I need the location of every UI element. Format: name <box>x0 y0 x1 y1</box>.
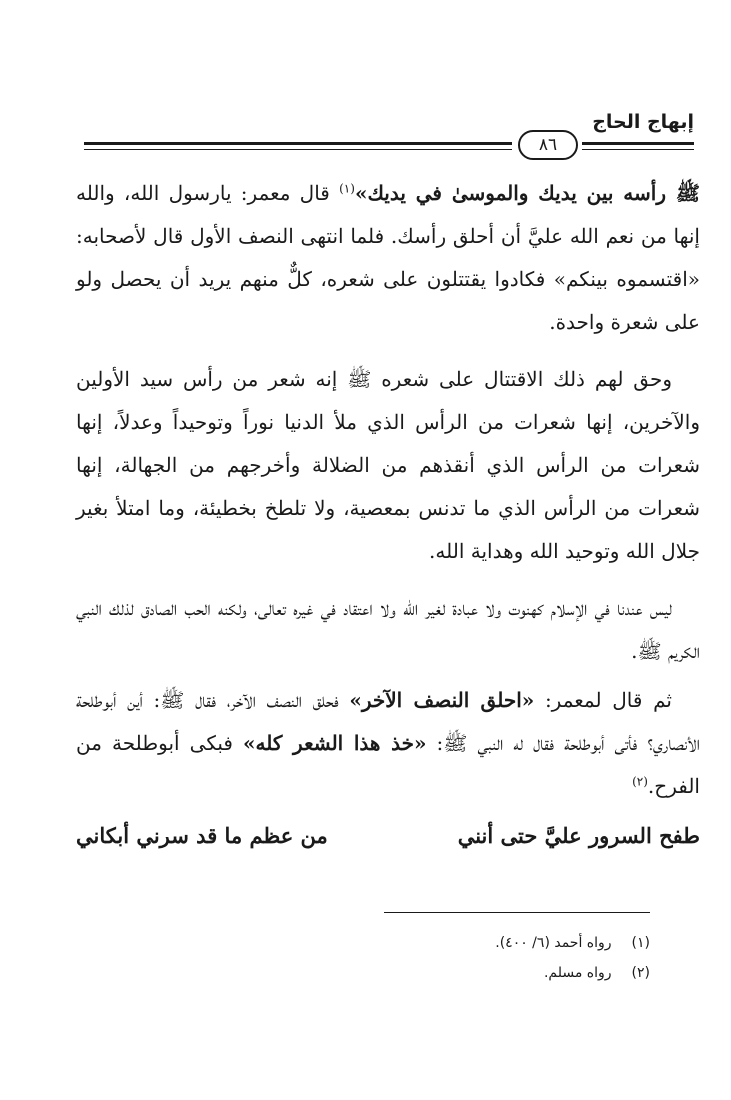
paragraph-1 <box>76 172 700 344</box>
paragraph-text: فحلق النصف الآخر، فقال ﷺ: أين أبوطلحة الأنصاري؟ فأتى أبوطلحة فقال له النبي ﷺ: <box>76 688 700 755</box>
footnote-2 <box>300 958 650 988</box>
page-number: ٨٦ <box>518 130 578 160</box>
footnote-number: (٢) <box>631 965 650 981</box>
footnote-1 <box>300 928 650 958</box>
main-text <box>76 172 700 856</box>
paragraph-3: ليس عندنا في الإسلام كهنوت ولا عبادة لغير الله ولا اعتقاد في غيره تعالى، ولكنه الحب الصادق لذلك النبي الكريم ﷺ. <box>76 596 700 663</box>
verse-first-hemistich: طفح السرور عليَّ حتى أنني <box>457 823 700 848</box>
paragraph-4 <box>76 679 700 808</box>
bold-quote: «خذ هذا الشعر كله» <box>243 731 427 755</box>
poetry-verse <box>76 816 700 856</box>
page-number-frame <box>512 128 582 160</box>
page-header <box>84 108 694 154</box>
paragraph-text: ثم قال لمعمر: <box>534 688 672 712</box>
bold-quote: «احلق النصف الآخر» <box>349 688 535 712</box>
running-title: إبهاج الحاج <box>592 111 694 133</box>
footnote-ref-2[interactable]: (٢) <box>632 774 648 789</box>
footnote-number: (١) <box>631 935 650 951</box>
header-rule-thick <box>84 142 694 145</box>
footnote-text: رواه مسلم. <box>543 965 612 981</box>
paragraph-text: قال معمر: يارسول الله، والله إنها من نعم الله عليَّ أن أحلق رأسك. فلما انتهى النصف الأول قال لأصحابه: «اقتسموه بينكم» فكادوا يقتتلون على شعره، كلٌّ منهم يريد أن يحصل ولو على شعرة واحدة. <box>76 181 700 334</box>
header-rule-thin <box>84 149 694 150</box>
footnote-separator <box>384 912 650 913</box>
bold-quote: ﷺ رأسه بين يديك والموسىٰ في يديك» <box>354 181 700 205</box>
verse-second-hemistich: من عظم ما قد سرني أبكاني <box>76 823 328 848</box>
footnotes <box>300 928 650 988</box>
paragraph-2: وحق لهم ذلك الاقتتال على شعره ﷺ إنه شعر من رأس سيد الأولين والآخرين، إنها شعرات من الرأس الذي ملأ الدنيا نوراً وتوحيداً وعدلاً، إنها شعرات من الرأس الذي أنقذهم من الضلالة وأخرجهم من الجهالة، إنها شعرات من الرأس الذي ما تدنس بمعصية، ولا تلطخ بخطيئة، وما امتلأ بغير جلال الله وتوحيد الله وهداية الله. <box>76 367 700 563</box>
footnote-text: رواه أحمد (٦/ ٤٠٠). <box>495 935 612 951</box>
footnote-ref-1[interactable]: (١) <box>339 181 355 196</box>
paragraph-text: فبكى أبوطلحة من الفرح. <box>76 731 700 798</box>
